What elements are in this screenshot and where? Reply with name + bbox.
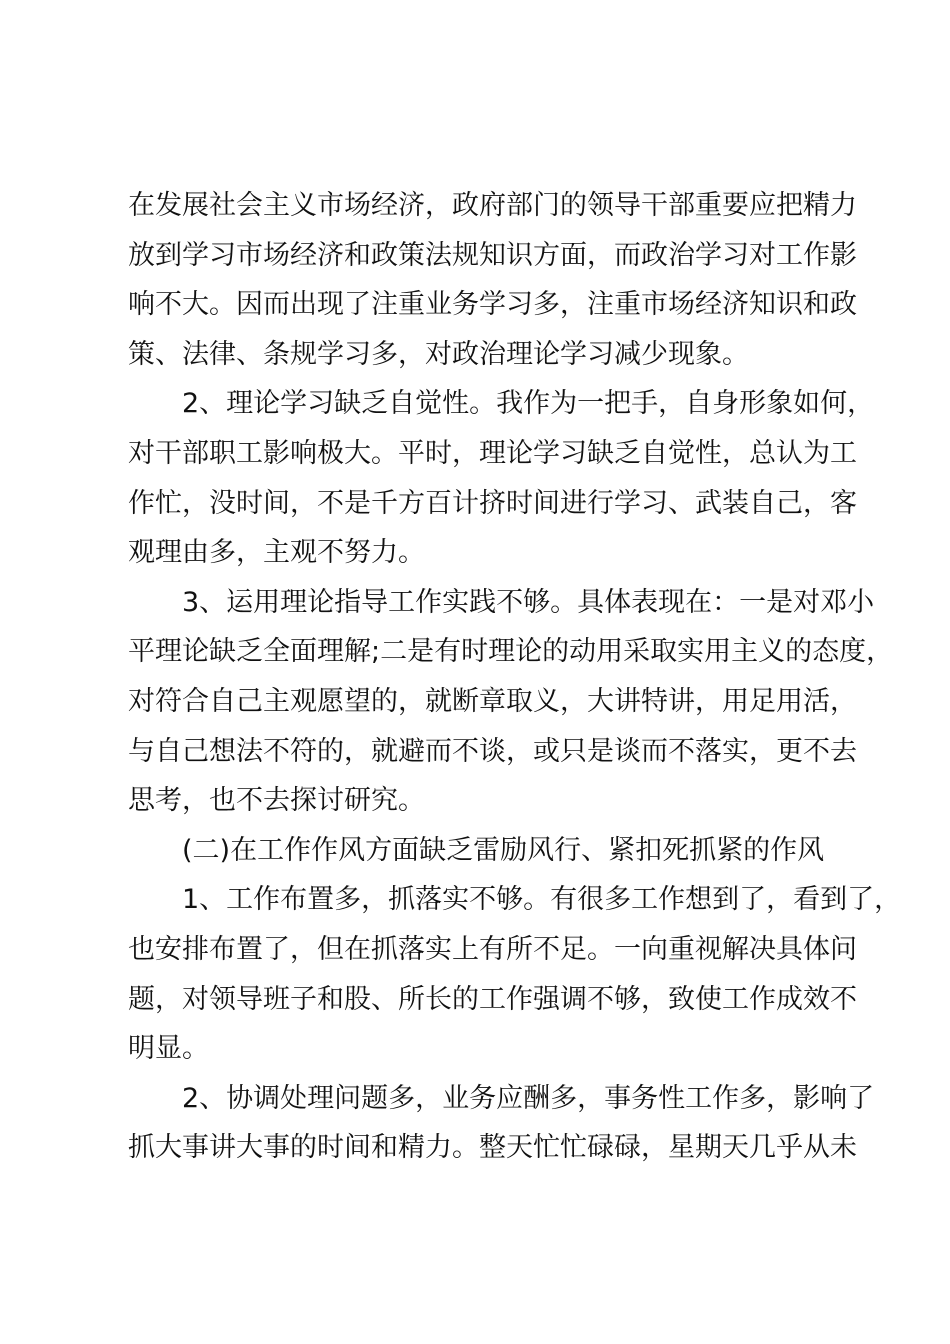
text-line: 放到学习市场经济和政策法规知识方面，而政治学习对工作影 xyxy=(128,239,857,271)
section-heading: (二)在工作作风方面缺乏雷励风行、紧扣死抓紧的作风 xyxy=(182,834,825,866)
paragraph-start-line: 1、工作布置多，抓落实不够。有很多工作想到了，看到了， xyxy=(182,884,902,916)
text-line: 作忙，没时间，不是千方百计挤时间进行学习、武装自己，客 xyxy=(128,487,857,519)
text-line: 明显。 xyxy=(128,1033,209,1065)
text-line: 思考，也不去探讨研究。 xyxy=(128,785,425,817)
text-line: 对符合自己主观愿望的，就断章取义，大讲特讲，用足用活， xyxy=(128,685,857,717)
text-line: 在发展社会主义市场经济，政府部门的领导干部重要应把精力 xyxy=(128,190,857,221)
document-body xyxy=(128,181,902,1173)
text-line: 响不大。因而出现了注重业务学习多，注重市场经济知识和政 xyxy=(128,289,857,321)
paragraph-start-line: 2、协调处理问题多，业务应酬多，事务性工作多，影响了 xyxy=(182,1082,875,1114)
text-line: 也安排布置了，但在抓落实上有所不足。一向重视解决具体问 xyxy=(128,933,857,965)
text-line: 观理由多，主观不努力。 xyxy=(128,537,425,569)
text-line: 与自己想法不符的，就避而不谈，或只是谈而不落实，更不去 xyxy=(128,735,857,767)
text-line: 策、法律、条规学习多，对政治理论学习减少现象。 xyxy=(128,338,749,370)
paragraph-start-line: 3、运用理论指导工作实践不够。具体表现在：一是对邓小 xyxy=(182,586,875,618)
text-line: 对干部职工影响极大。平时，理论学习缺乏自觉性，总认为工 xyxy=(128,437,857,469)
text-line: 抓大事讲大事的时间和精力。整天忙忙碌碌，星期天几乎从未 xyxy=(128,1132,857,1164)
paragraph-start-line: 2、理论学习缺乏自觉性。我作为一把手，自身形象如何， xyxy=(182,388,875,420)
text-line: 平理论缺乏全面理解;二是有时理论的动用采取实用主义的态度， xyxy=(128,636,894,668)
text-line: 题，对领导班子和股、所长的工作强调不够，致使工作成效不 xyxy=(128,983,857,1015)
